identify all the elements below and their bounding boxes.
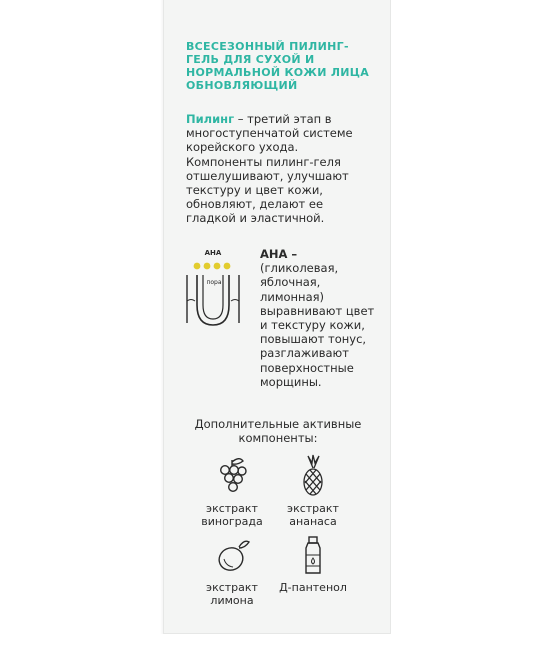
aha-line: (гликолевая,: [260, 261, 339, 276]
grape-icon: [212, 454, 252, 498]
intro-line: корейского ухода.: [186, 140, 299, 155]
aha-line: поверхностные: [260, 360, 354, 375]
component-label: экстракт лимона: [206, 581, 258, 607]
bottle-icon: [293, 533, 333, 577]
aha-line: морщины.: [260, 374, 322, 389]
component-pineapple: [263, 454, 363, 528]
aha-line: лимонная): [260, 289, 325, 304]
aha-line: и текстуру кожи,: [260, 318, 365, 333]
aha-heading: AHA –: [260, 247, 298, 261]
aha-line: разглаживают: [260, 346, 349, 361]
aha-description: [260, 247, 385, 389]
title-line: ВСЕСЕЗОННЫЙ ПИЛИНГ-: [186, 40, 349, 53]
title-line: ГЕЛЬ ДЛЯ СУХОЙ И: [186, 53, 315, 66]
intro-text: [186, 112, 386, 226]
intro-line: гладкой и эластичной.: [186, 211, 325, 226]
lemon-icon: [212, 533, 252, 577]
intro-line: Пилинг – третий этап в: [186, 112, 332, 126]
aha-molecule-dot: [204, 263, 211, 270]
aha-line: повышают тонус,: [260, 332, 367, 347]
intro-line: текстуру и цвет кожи,: [186, 183, 323, 198]
component-label: экстракт ананаса: [287, 502, 339, 528]
aha-line: яблочная,: [260, 275, 321, 290]
intro-line: Компоненты пилинг-геля: [186, 154, 341, 169]
component-panthenol: [263, 533, 363, 594]
diagram-aha-label: AHA: [204, 249, 222, 257]
aha-line: выравнивают цвет: [260, 303, 375, 318]
aha-pore-diagram-icon: [183, 245, 243, 337]
aha-molecule-dot: [194, 263, 201, 270]
intro-line: отшелушивают, улучшают: [186, 168, 349, 183]
skin-wave: [187, 300, 239, 302]
product-title: [186, 40, 386, 92]
title-line: ОБНОВЛЯЮЩИЙ: [186, 79, 298, 92]
intro-line: обновляют, делают ее: [186, 197, 324, 212]
intro-line: многоступенчатой системе: [186, 126, 353, 141]
title-line: НОРМАЛЬНОЙ КОЖИ ЛИЦА: [186, 66, 370, 79]
diagram-pore-label: пора: [206, 279, 222, 286]
intro-highlight: Пилинг: [186, 112, 235, 126]
pineapple-icon: [293, 454, 333, 498]
component-label: экстракт винограда: [201, 502, 263, 528]
extra-components-heading: Дополнительные активные компоненты:: [194, 417, 362, 446]
component-label: Д-пантенол: [279, 581, 347, 594]
aha-molecule-dot: [214, 263, 221, 270]
aha-molecule-dot: [224, 263, 231, 270]
